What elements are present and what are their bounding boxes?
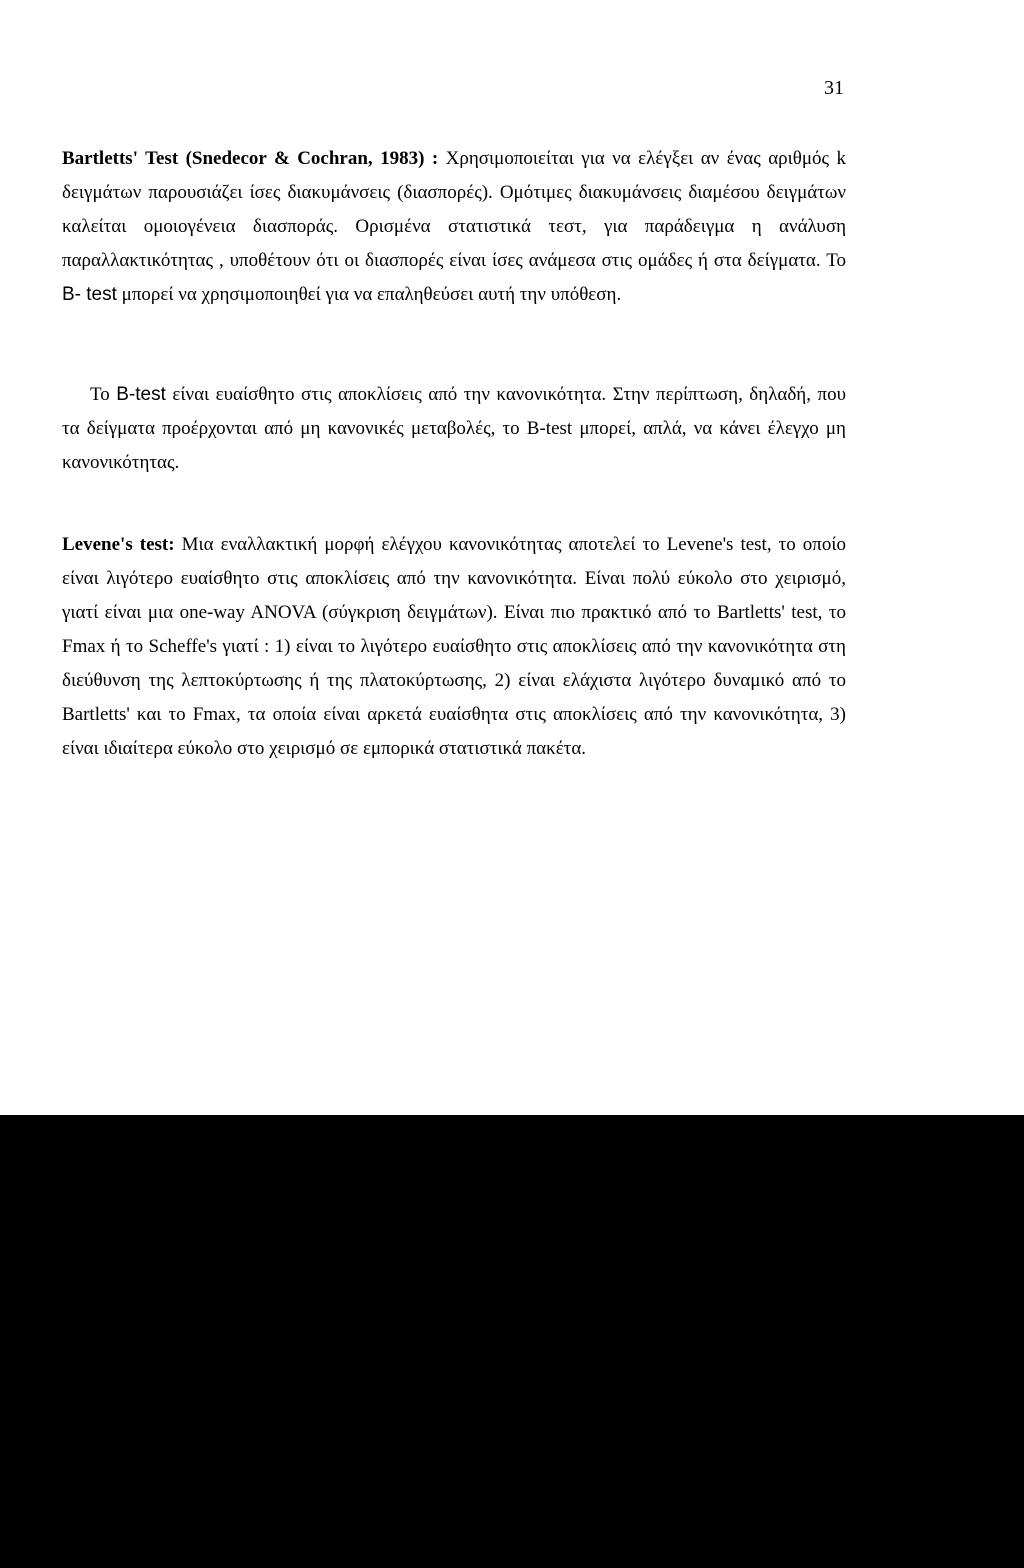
- levenes-test-text: Μια εναλλακτική μορφή ελέγχου κανονικότητας αποτελεί το Levene's test, το οποίο είναι λιγότερο ευαίσθητο στις αποκλίσεις από την κανονικότητα. Είναι πολύ εύκολο στο χειρισμό, γιατί είναι μια one-way ANOVA (σύγκριση δειγμάτων). Είναι πιο πρακτικό από το Bartletts' test, το Fmax ή το Scheffe's γιατί : 1) είναι το λιγότερο ευαίσθητο στις αποκλίσεις από την κανονικότητα στη διεύθυνση της λεπτοκύρτωσης ή της πλατοκύρτωσης, 2) είναι ελάχιστα λιγότερο δυναμικό από το Bartletts' και το Fmax, τα οποία είναι αρκετά ευαίσθητα στις αποκλίσεις από την κανονικότητα, 3) είναι ιδιαίτερα εύκολο στο χειρισμό σε εμπορικά στατιστικά πακέτα.: [62, 534, 846, 759]
- bartletts-test-text-end: μπορεί να χρησιμοποιηθεί για να επαληθεύσει αυτή την υπόθεση.: [116, 284, 622, 305]
- paragraph-levenes-test: [62, 528, 846, 766]
- b-test-text: είναι ευαίσθητο στις αποκλίσεις από την κανονικότητα. Στην περίπτωση, δηλαδή, που τα δείγματα προέρχονται από μη κανονικές μεταβολές, το Β-test μπορεί, απλά, να κάνει έλεγχο μη κανονικότητας.: [62, 384, 846, 473]
- black-bottom-area: [0, 1115, 1024, 1568]
- levenes-test-heading: Levene's test:: [62, 534, 175, 555]
- paragraph-b-test: [62, 378, 846, 480]
- bartletts-test-heading: Bartletts' Test (Snedecor & Cochran, 1983) :: [62, 148, 439, 169]
- paragraph-bartletts-test: [62, 142, 846, 312]
- b-test-term-2: Β-test: [116, 384, 166, 405]
- b-test-term: Β- test: [62, 284, 117, 305]
- bartletts-test-text: Χρησιμοποιείται για να ελέγξει αν ένας αριθμός k δειγμάτων παρουσιάζει ίσες διακυμάνσεις (διασπορές). Ομότιμες διακυμάνσεις διαμέσου δειγμάτων καλείται ομοιογένεια διασποράς. Ορισμένα στατιστικά τεστ, για παράδειγμα η ανάλυση παραλλακτικότητας , υποθέτουν ότι οι διασπορές είναι ίσες ανάμεσα στις ομάδες ή στα δείγματα. Το: [62, 148, 846, 271]
- page-number: 31: [824, 77, 844, 99]
- b-test-intro: Το: [90, 384, 117, 405]
